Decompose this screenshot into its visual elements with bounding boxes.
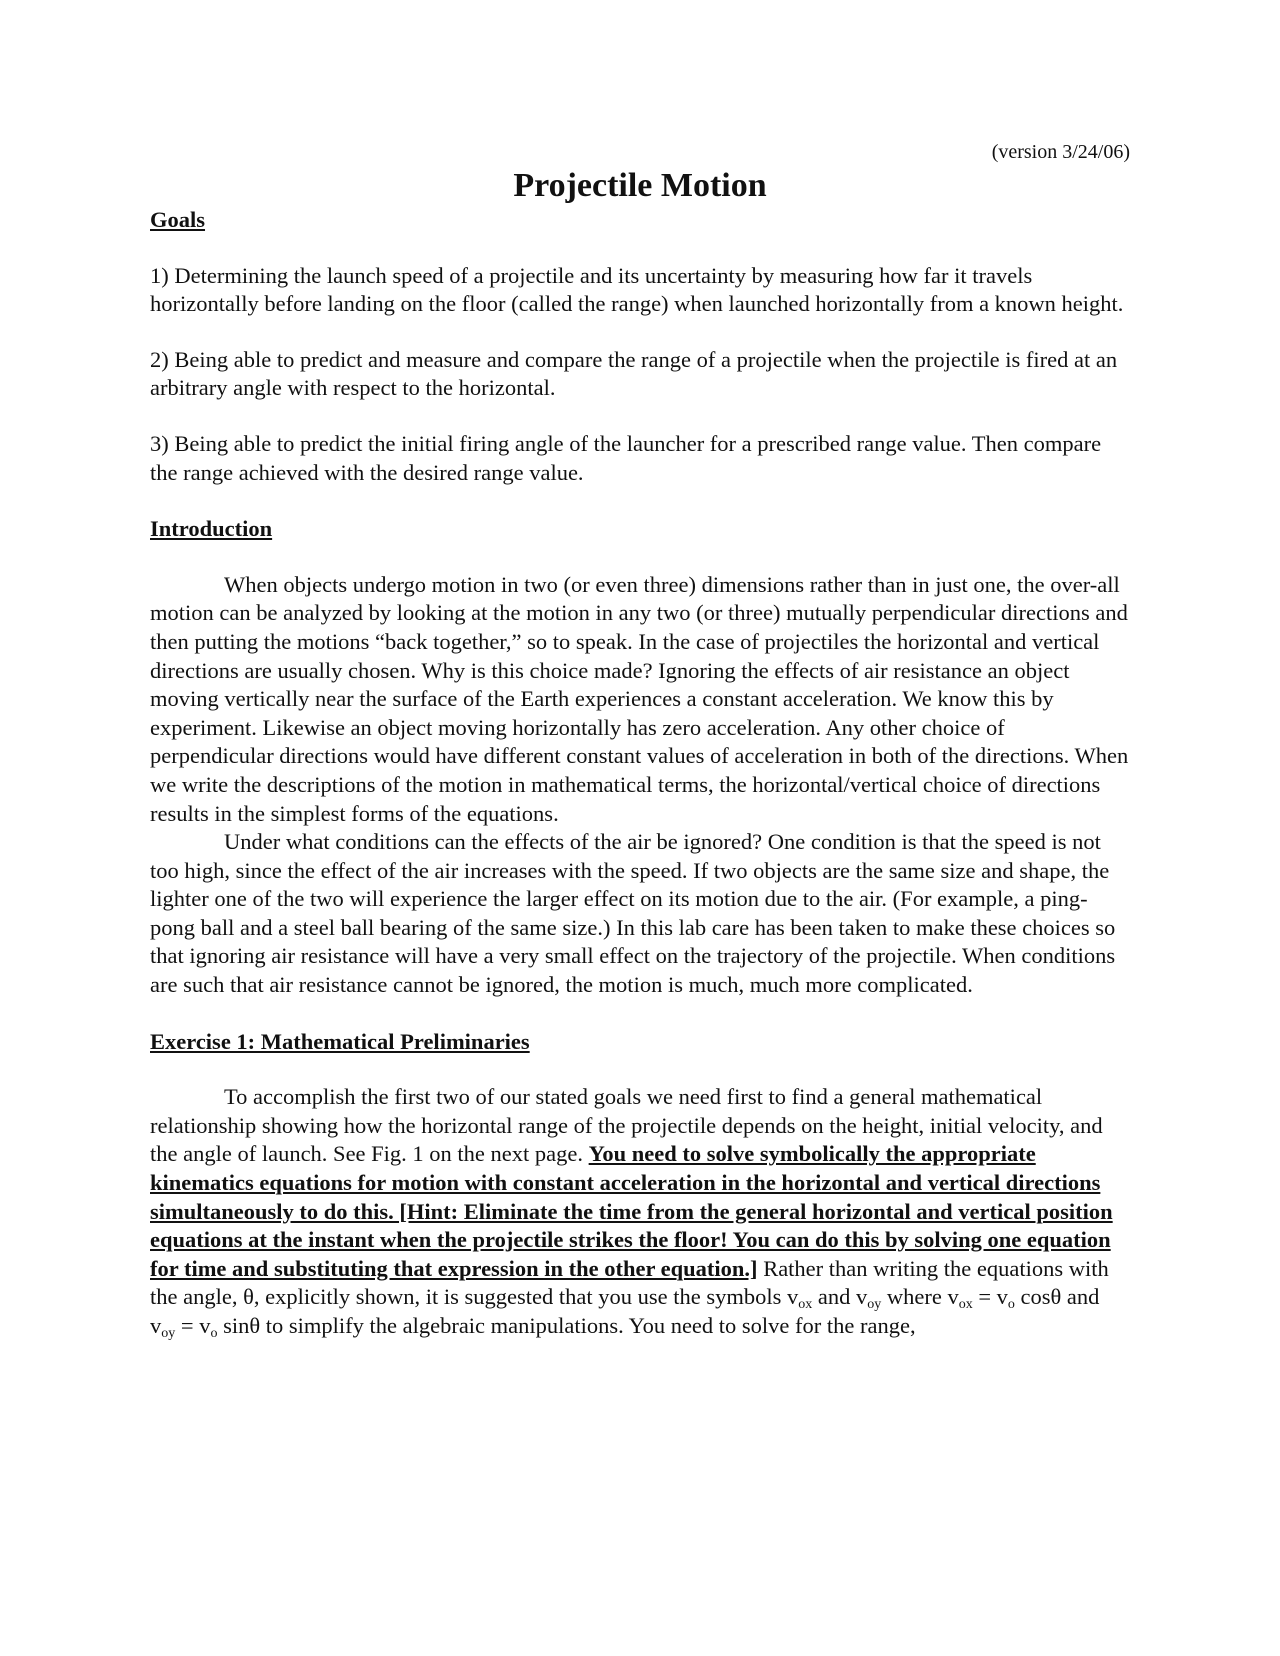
- subscript-o: o: [210, 1326, 218, 1341]
- subscript-oy: oy: [867, 1297, 882, 1313]
- introduction-paragraph-1: When objects undergo motion in two (or even three) dimensions rather than in just one, the over-all motion can be analyzed by looking at the motion in any two (or three) mutually perpendicular directions and then putting the motions “back together,” so to speak. In the case of projectiles the horizontal and vertical directions are usually chosen. Why is this choice made? Ignoring the effects of air resistance an object moving vertically near the surface of the Earth experiences a constant acceleration. We know this by experiment. Likewise an object moving horizontally has zero acceleration. Any other choice of perpendicular directions would have different constant values of acceleration in both of the directions. When we write the descriptions of the motion in mathematical terms, the horizontal/vertical choice of directions results in the simplest forms of the equations.: [150, 571, 1129, 826]
- equals-sign: =: [972, 1284, 997, 1310]
- sin-theta-text: sinθ to simplify the algebraic manipulations. You need to solve for the range,: [217, 1313, 916, 1338]
- exercise-1-emphasis-text: You need to solve symbolically the appropriate kinematics equations for motion with constant acceleration in the horizontal and vertical directions simultaneously to do this. [Hint: Eliminate the time from the general horizontal and vertical position equations at the instant when the projectile strikes the floor! You can do this by solving one equation for time and substituting that expression in the other equation.]: [150, 1141, 1113, 1281]
- symbol-v: v: [786, 1284, 799, 1310]
- exercise-1-intro-text: To accomplish the first two of our stated goals we need first to find a general mathematical relationship showing how the horizontal range of the projectile depends on the height, initial velocity, and the angle of launch. See Fig. 1 on the next page.: [150, 1084, 1103, 1167]
- page-title: Projectile Motion: [513, 167, 767, 204]
- symbol-v: v: [947, 1284, 959, 1310]
- cos-theta-text: cosθ and: [1014, 1284, 1100, 1310]
- version-label: (version 3/24/06): [991, 141, 1130, 163]
- exercise-1-heading: Exercise 1: Mathematical Preliminaries: [150, 1028, 530, 1054]
- symbol-v: v: [150, 1313, 162, 1338]
- subscript-oy: oy: [161, 1326, 176, 1341]
- exercise-1-paragraph: [150, 1083, 1130, 1340]
- symbol-v: v: [996, 1284, 1008, 1310]
- word-where: where: [881, 1284, 948, 1310]
- goal-item-1: 1) Determining the launch speed of a projectile and its uncertainty by measuring how far it travels horizontally before landing on the floor (called the range) when launched horizontally from a known height.: [150, 262, 1124, 317]
- goals-heading: Goals: [150, 207, 206, 232]
- symbol-v: v: [855, 1284, 868, 1310]
- goal-item-2: 2) Being able to predict and measure and compare the range of a projectile when the projectile is fired at an arbitrary angle with respect to the horizontal.: [150, 346, 1118, 401]
- exercise-1-after-text: Rather than writing the equations with the angle, θ, explicitly shown, it is suggested that you use the symbols: [150, 1255, 1109, 1310]
- equals-sign: =: [175, 1313, 200, 1338]
- introduction-heading: Introduction: [150, 516, 273, 542]
- introduction-paragraph-2: Under what conditions can the effects of the air be ignored? One condition is that the speed is not too high, since the effect of the air increases with the speed. If two objects are the same size and shape, the lighter one of the two will experience the larger effect on its motion due to the air. (For example, a ping-pong ball and a steel ball bearing of the same size.) In this lab care has been taken to make these choices so that ignoring air resistance will have a very small effect on the trajectory of the projectile. When conditions are such that air resistance cannot be ignored, the motion is much, much more complicated.: [150, 829, 1116, 998]
- symbol-v: v: [199, 1313, 211, 1338]
- document-page: [150, 140, 1130, 1341]
- subscript-o: o: [1007, 1297, 1015, 1313]
- goal-item-3: 3) Being able to predict the initial firing angle of the launcher for a prescribed range value. Then compare the range achieved with the desired range value.: [150, 430, 1102, 485]
- word-and: and: [812, 1284, 856, 1310]
- subscript-ox: ox: [958, 1297, 973, 1313]
- subscript-ox: ox: [798, 1297, 813, 1313]
